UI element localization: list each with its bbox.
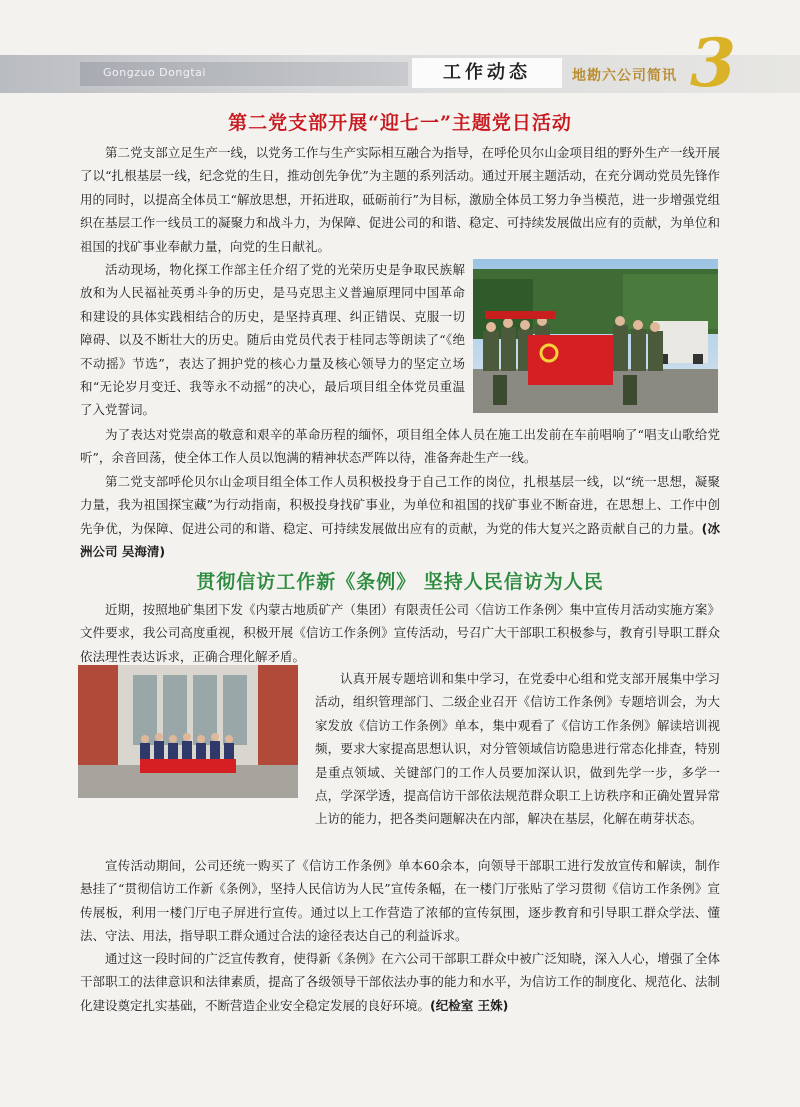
article2-paragraph-2: 认真开展专题培训和集中学习，在党委中心组和党支部开展集中学习活动，组织管理部门、二级企业召开《信访工作条例》专题培训会，为大家发放《信访工作条例》单本，集中观看了《信访工作条例》解读培训视频，要求大家提高思想认识，对分管领域信访隐患进行常态化排查，特别是重点领域、关键部门的工作人员要加深认识，做到先学一步，多学一点，学深学透，提高信访干部依法规范群众职工上访秩序和正确处置异常上访的能力，把各类问题解决在内部，解决在基层，化解在萌芽状态。 [315,671,720,827]
section-title: 工作动态 [412,58,562,88]
article1-paragraph-1: 第二党支部立足生产一线，以党务工作与生产实际相互融合为指导，在呼伦贝尔山金项目组的野外生产一线开展了以“扎根基层一线，纪念党的生日，推动创先争优”为主题的系列活动。通过开展主题活动，在充分调动党员先锋作用的同时，以提高全体员工“解放思想，开拓进取，砥砺前行”为目标，激励全体员工努力争当模范，进一步增强党组织在基层工作一线员工的凝聚力和战斗力，为保障、促进公司的和谐、稳定、可持续发展做出应有的贡献，为单位和祖国的找矿事业奉献力量，向党的生日献礼。 [80,145,720,254]
article1-title: 第二党支部开展“迎七一”主题党日活动 [228,112,572,134]
article2-paragraph-1: 近期，按照地矿集团下发《内蒙古地质矿产（集团）有限责任公司〈信访工作条例〉集中宣传月活动实施方案》文件要求，我公司高度重视，积极开展《信访工作条例》宣传活动，号召广大干部职工积极参与，教育引导职工群众依法理性表达诉求，正确合理化解矛盾。 [80,602,720,664]
petition-campaign-photo-image [78,665,298,798]
article2-title: 贯彻信访工作新《条例》 坚持人民信访为人民 [196,571,604,593]
publication-name: 地勘六公司简讯 [572,68,677,84]
article1-paragraph-4 [80,470,720,564]
party-activity-photo [473,259,718,413]
article1-credit: (冰洲公司 吴海清) [80,520,720,560]
article1-paragraph-3: 为了表达对党崇高的敬意和艰辛的革命历程的缅怀，项目组全体人员在施工出发前在车前唱响了“唱支山歌给党听”，余音回荡，使全体工作人员以饱满的精神状态严阵以待，准备奔赴生产一线。 [80,427,720,466]
header-english: Gongzuo Dongtai [103,66,206,79]
petition-campaign-photo [78,665,298,798]
party-activity-photo-image [473,259,718,413]
article2-paragraph-4 [80,947,720,1017]
article2-paragraph-4-text: 通过这一段时间的广泛宣传教育，使得新《条例》在六公司干部职工群众中被广泛知晓，深入人心，增强了全体干部职工的法律意识和法律素质，提高了各级领导干部依法办事的能力和水平，为信访工作的制度化、规范化、法制化建设奠定扎实基础，不断营造企业安全稳定发展的良好环境。 [80,951,720,1013]
page-header [0,0,800,105]
page-number: 3 [690,24,736,102]
article1-paragraph-2: 活动现场，物化探工作部主任介绍了党的光荣历史是争取民族解放和为人民福祉英勇斗争的历史，是马克思主义普遍原理同中国革命和建设的具体实践相结合的历史，是坚持真理、纠正错误、克服一切障碍、以及不断壮大的历史。随后由党员代表于桂同志等朗读了“《绝不动摇》节选”，表达了拥护党的核心力量及核心领导力的坚定立场和“无论岁月变迁、我等永不动摇”的决心，最后项目组全体党员重温了入党誓词。 [80,262,465,418]
article1-paragraph-4-text: 第二党支部呼伦贝尔山金项目组全体工作人员积极投身于自己工作的岗位，扎根基层一线，以“统一思想，凝聚力量，我为祖国探宝藏”为行动指南，积极投身找矿事业，为单位和祖国的找矿事业不断奋进，在思想上、工作中创先争优，为保障、促进公司的和谐、稳定、可持续发展做出应有的贡献，为党的伟大复兴之路贡献自己的力量。 [80,474,720,536]
article2-paragraph-3: 宣传活动期间，公司还统一购买了《信访工作条例》单本60余本，向领导干部职工进行发放宣传和解读，制作悬挂了“贯彻信访工作新《条例》，坚持人民信访为人民”宣传条幅，在一楼门厅张贴了学习贯彻《信访工作条例》宣传展板，利用一楼门厅电子屏进行宣传。通过以上工作营造了浓郁的宣传氛围，逐步教育和引导职工群众学法、懂法、守法、用法，指导职工群众通过合法的途径表达自己的利益诉求。 [80,858,720,944]
article2-credit: (纪检室 王姝) [430,997,509,1013]
